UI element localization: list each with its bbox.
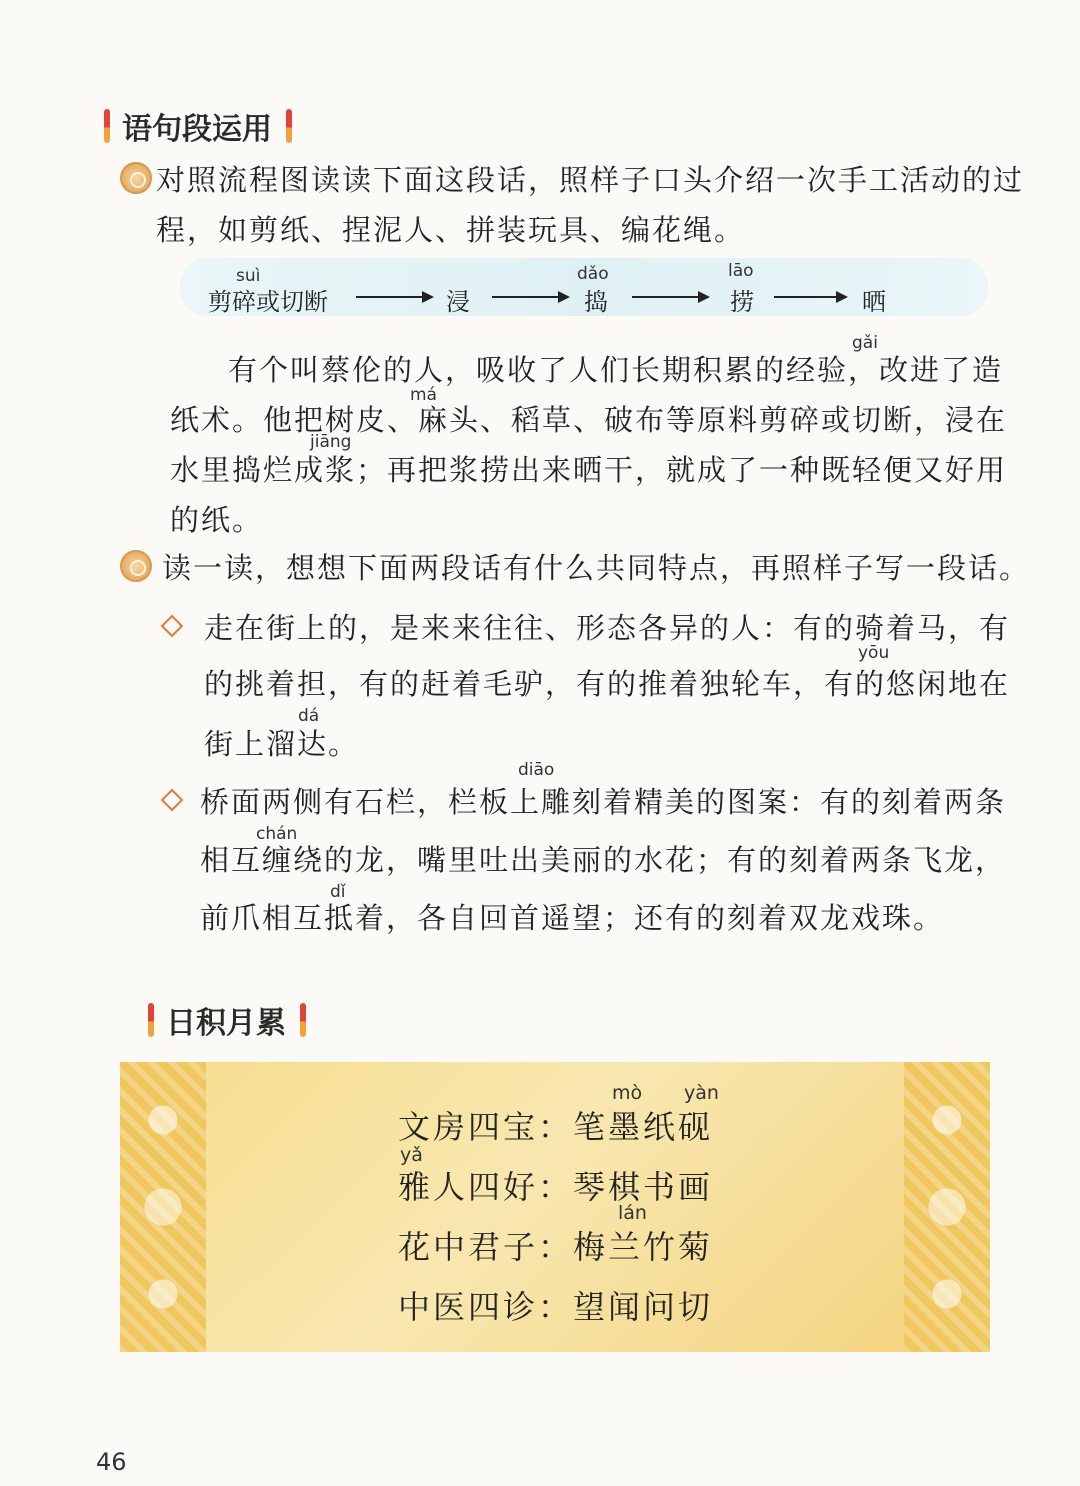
pinyin-ma: má	[410, 385, 437, 405]
idiom-value: 琴棋书画	[573, 1168, 714, 1206]
idiom-label: 中医四诊：	[398, 1288, 574, 1326]
pinyin-chan: chán	[256, 824, 298, 844]
flow-step-3: 捣	[584, 288, 608, 316]
heading-bar-right	[286, 109, 292, 143]
item1-line-1: 对照流程图读读下面这段话，照样子口头介绍一次手工活动的过	[156, 163, 1025, 197]
heading-bar-left	[148, 1003, 154, 1037]
para-b-line-2: 相互缠绕的龙，嘴里吐出美丽的水花；有的刻着两条飞龙，	[200, 843, 1007, 877]
flow-arrow-2	[492, 296, 568, 298]
floral-ornament-left	[120, 1062, 206, 1352]
idiom-label: 雅人四好：	[398, 1168, 574, 1206]
idiom-label: 花中君子：	[398, 1228, 574, 1266]
passage-line-4: 的纸。	[170, 503, 264, 537]
idiom-row-4	[398, 1282, 713, 1328]
pinyin-diao: diāo	[518, 760, 555, 780]
flow-arrow-4	[774, 296, 846, 298]
diamond-bullet-icon	[161, 615, 184, 638]
heading-text: 语句段运用	[122, 112, 272, 147]
section-heading-sentence-usage	[104, 104, 292, 148]
flow-arrow-1	[356, 296, 432, 298]
idiom-row-3	[398, 1222, 713, 1268]
pinyin-lao: lāo	[728, 261, 754, 281]
idiom-value: 望闻问切	[573, 1288, 714, 1326]
para-b-line-1: 桥面两侧有石栏，栏板上雕刻着精美的图案：有的刻着两条	[200, 785, 1007, 819]
heading-bar-right	[300, 1003, 306, 1037]
floral-ornament-right	[904, 1062, 990, 1352]
pinyin-dao: dǎo	[577, 264, 609, 284]
flow-step-1: 剪碎或切断	[208, 288, 328, 316]
heading-text: 日积月累	[166, 1006, 286, 1041]
flower-bullet-icon	[120, 162, 152, 194]
diamond-bullet-icon	[161, 789, 184, 812]
para-a-line-2: 的挑着担，有的赶着毛驴，有的推着独轮车，有的悠闲地在	[204, 667, 1011, 701]
pinyin-lan: lán	[618, 1202, 647, 1224]
flow-step-5: 晒	[862, 288, 886, 316]
idiom-label: 文房四宝：	[398, 1108, 574, 1146]
idiom-value: 笔墨纸砚	[573, 1108, 714, 1146]
pinyin-mo: mò	[612, 1082, 643, 1104]
idiom-row-2	[398, 1162, 713, 1208]
para-a-line-1: 走在街上的，是来来往往、形态各异的人：有的骑着马，有	[204, 611, 1011, 645]
heading-bar-left	[104, 109, 110, 143]
flow-arrow-3	[632, 296, 708, 298]
flow-step-2: 浸	[446, 288, 470, 316]
passage-line-3: 水里捣烂成浆；再把浆捞出来晒干，就成了一种既轻便又好用	[170, 453, 1008, 487]
pinyin-di: dǐ	[330, 882, 346, 902]
page-number: 46	[96, 1448, 127, 1476]
idiom-value: 梅兰竹菊	[573, 1228, 714, 1266]
pinyin-gai: gǎi	[852, 333, 878, 353]
flow-step-4: 捞	[730, 288, 754, 316]
pinyin-jiang: jiāng	[310, 432, 352, 452]
passage-line-1: 有个叫蔡伦的人，吸收了人们长期积累的经验，改进了造	[228, 353, 1004, 387]
item1-line-2: 程，如剪纸、捏泥人、拼装玩具、编花绳。	[156, 213, 746, 247]
para-b-line-3: 前爪相互抵着，各自回首遥望；还有的刻着双龙戏珠。	[200, 901, 945, 935]
idiom-row-1	[398, 1102, 713, 1148]
item2-line: 读一读，想想下面两段话有什么共同特点，再照样子写一段话。	[162, 551, 1031, 585]
pinyin-yan: yàn	[684, 1082, 719, 1104]
para-a-line-3: 街上溜达。	[204, 727, 360, 761]
passage-line-2: 纸术。他把树皮、麻头、稻草、破布等原料剪碎或切断，浸在	[170, 403, 1008, 437]
pinyin-da: dá	[298, 706, 320, 726]
pinyin-you: yōu	[858, 643, 890, 663]
section-heading-daily-accumulation	[148, 998, 306, 1042]
pinyin-sui: suì	[236, 266, 261, 286]
flower-bullet-icon	[120, 550, 152, 582]
pinyin-ya: yǎ	[400, 1144, 423, 1166]
